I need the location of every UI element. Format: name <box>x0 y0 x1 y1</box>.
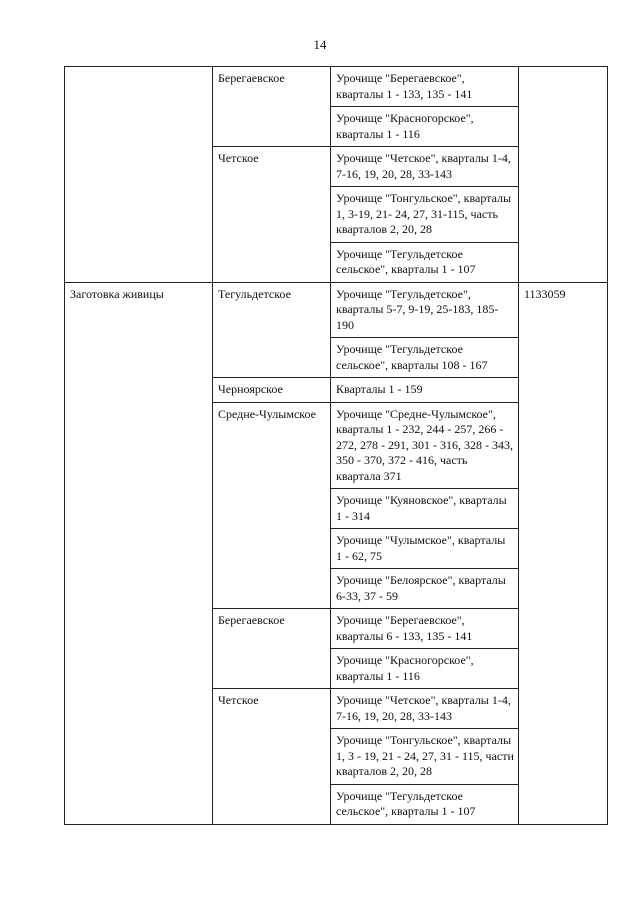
tract-cell: Урочище "Чулымское", кварталы 1 - 62, 75 <box>331 529 519 569</box>
tract-cell: Урочище "Тегульдетское сельское", кварталы 108 - 167 <box>331 338 519 378</box>
page-number: 14 <box>313 37 327 52</box>
forestry-cell: Берегаевское <box>213 609 331 689</box>
tract-cell: Урочище "Куяновское", кварталы 1 - 314 <box>331 489 519 529</box>
tract-cell: Урочище "Тегульдетское сельское", кварталы 1 - 107 <box>331 784 519 824</box>
volume-cell <box>519 67 608 283</box>
tract-cell: Урочище "Четское", кварталы 1-4, 7-16, 19, 20, 28, 33-143 <box>331 689 519 729</box>
tract-cell: Урочище "Тонгульское", кварталы 1, 3-19, 21- 24, 27, 31-115, часть кварталов 2, 20, 28 <box>331 187 519 243</box>
tract-cell: Урочище "Красногорское", кварталы 1 - 116 <box>331 107 519 147</box>
tract-cell: Урочище "Берегаевское", кварталы 1 - 133, 135 - 141 <box>331 67 519 107</box>
forestry-cell: Четское <box>213 147 331 283</box>
tract-cell: Кварталы 1 - 159 <box>331 378 519 403</box>
tract-cell: Урочище "Средне-Чулымское", кварталы 1 - 232, 244 - 257, 266 - 272, 278 - 291, 301 - 316, 328 - 343, 350 - 370, 372 - 416, часть квартала 371 <box>331 402 519 489</box>
forest-tracts-table <box>64 66 608 825</box>
activity-cell <box>65 67 213 283</box>
forestry-cell: Четское <box>213 689 331 825</box>
forestry-cell: Тегульдетское <box>213 282 331 378</box>
tract-cell: Урочище "Красногорское", кварталы 1 - 116 <box>331 649 519 689</box>
forestry-cell: Черноярское <box>213 378 331 403</box>
tract-cell: Урочище "Тегульдетское", кварталы 5-7, 9-19, 25-183, 185-190 <box>331 282 519 338</box>
tract-cell: Урочище "Белоярское", кварталы 6-33, 37 - 59 <box>331 569 519 609</box>
tract-cell: Урочище "Четское", кварталы 1-4, 7-16, 19, 20, 28, 33-143 <box>331 147 519 187</box>
tract-cell: Урочище "Тегульдетское сельское", кварталы 1 - 107 <box>331 242 519 282</box>
forestry-cell: Средне-Чулымское <box>213 402 331 609</box>
tract-cell: Урочище "Тонгульское", кварталы 1, 3 - 19, 21 - 24, 27, 31 - 115, части кварталов 2, 20, 28 <box>331 729 519 785</box>
activity-cell: Заготовка живицы <box>65 282 213 824</box>
tract-cell: Урочище "Берегаевское", кварталы 6 - 133, 135 - 141 <box>331 609 519 649</box>
volume-cell: 1133059 <box>519 282 608 824</box>
forestry-cell: Берегаевское <box>213 67 331 147</box>
